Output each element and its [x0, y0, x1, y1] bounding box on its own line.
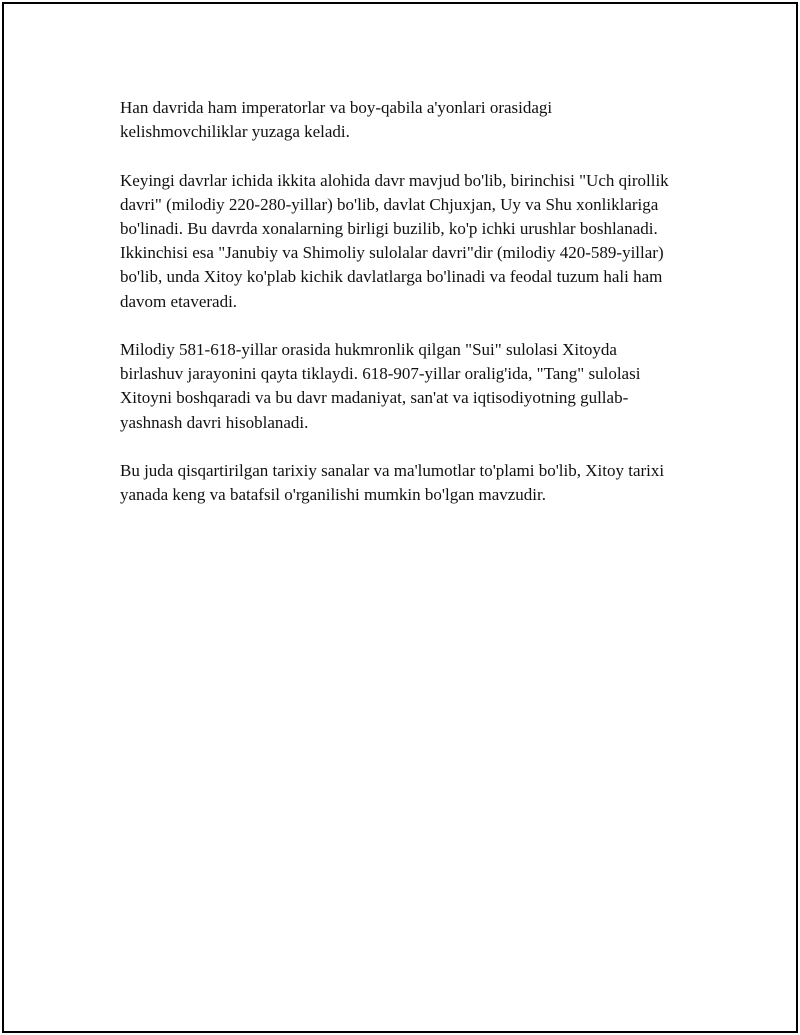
paragraph-han-period: Han davrida ham imperatorlar va boy-qabila a'yonlari orasidagi kelishmovchiliklar yuzaga keladi. — [120, 98, 553, 142]
document-page — [2, 2, 798, 1033]
paragraph-sui-tang: Milodiy 581-618-yillar orasida hukmronlik qilgan "Sui" sulolasi Xitoyda birlashuv jarayonini qayta tiklaydi. 618-907-yillar oralig'ida, "Tang" sulolasi Xitoyni boshqaradi va bu davr madaniyat, san'at va iqtisodiyotning gullab-yashnash davri hisoblanadi. — [120, 340, 641, 432]
paragraph-three-kingdoms: Keyingi davrlar ichida ikkita alohida davr mavjud bo'lib, birinchisi "Uch qirollik davri" (milodiy 220-280-yillar) bo'lib, davlat Chjuxjan, Uy va Shu xonliklariga bo'linadi. Bu davrda xonalarning birligi buzilib, ko'p ichki urushlar boshlanadi. Ikkinchisi esa "Janubiy va Shimoliy sulolalar davri"dir (milodiy 420-589-yillar) bo'lib, unda Xitoy ko'plab kichik davlatlarga bo'linadi va feodal tuzum hali ham davom etaveradi. — [120, 170, 669, 311]
paragraph-summary: Bu juda qisqartirilgan tarixiy sanalar va ma'lumotlar to'plami bo'lib, Xitoy tarixi yanada keng va batafsil o'rganilishi mumkin bo'lgan mavzudir. — [120, 461, 665, 505]
document-body — [120, 96, 680, 532]
